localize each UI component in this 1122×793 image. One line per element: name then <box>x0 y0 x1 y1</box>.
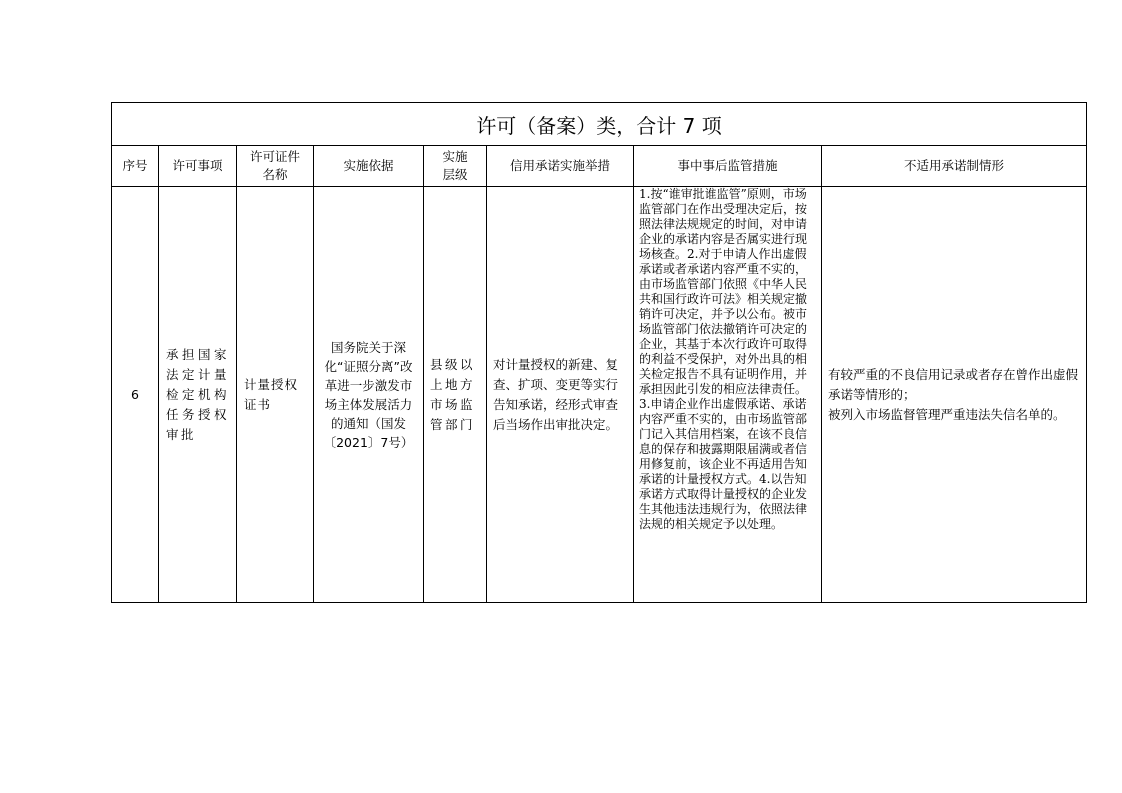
cell-item: 承担国家法定计量检定机构任务授权审批 <box>159 187 237 603</box>
header-credit: 信用承诺实施举措 <box>487 146 634 187</box>
header-cert-line1: 许可证件 <box>249 149 300 164</box>
header-level-line1: 实施 <box>442 149 468 164</box>
cell-cert: 计量授权证书 <box>237 187 314 603</box>
table-row <box>112 187 1087 603</box>
header-exclusion: 不适用承诺制情形 <box>822 146 1087 187</box>
header-cert <box>237 146 314 187</box>
header-basis: 实施依据 <box>314 146 424 187</box>
cell-seq: 6 <box>112 187 159 603</box>
cell-exclusion <box>822 187 1087 603</box>
supervision-text: 1.按“谁审批谁监管”原则，市场监管部门在作出受理决定后，按照法律法规规定的时间，对申请企业的承诺内容是否属实进行现场核查。2.对于申请人作出虚假承诺或者承诺内容严重不实的，由市场监管部门依照《中华人民共和国行政许可法》相关规定撤销许可决定，并予以公布。被市场监管部门依法撤销许可决定的企业，其基于本次行政许可取得的利益不受保护，对外出具的相关检定报告不具有证明作用，并承担因此引发的相应法律责任。3.申请企业作出虚假承诺、承诺内容严重不实的，由市场监管部门记入其信用档案，在该不良信息的保存和披露期限届满或者信用修复前，该企业不再适用告知承诺的计量授权方式。4.以告知承诺方式取得计量授权的企业发生其他违法违规行为，依照法律法规的相关规定予以处理。 <box>639 187 808 531</box>
header-level <box>424 146 487 187</box>
header-seq: 序号 <box>112 146 159 187</box>
header-cert-line2: 名称 <box>262 167 288 182</box>
header-row <box>112 146 1087 187</box>
cell-supervision <box>634 187 822 603</box>
permit-table <box>111 102 1087 603</box>
header-supervision: 事中事后监管措施 <box>634 146 822 187</box>
table-title: 许可（备案）类，合计 7 项 <box>112 103 1087 146</box>
cell-level: 县级以上地方市场监管部门 <box>424 187 487 603</box>
cell-credit: 对计量授权的新建、复查、扩项、变更等实行告知承诺，经形式审查后当场作出审批决定。 <box>487 187 634 603</box>
header-level-line2: 层级 <box>442 167 468 182</box>
exclusion-item-2: 被列入市场监督管理严重违法失信名单的。 <box>828 406 1066 422</box>
header-item: 许可事项 <box>159 146 237 187</box>
exclusion-item-1: 有较严重的不良信用记录或者存在曾作出虚假承诺等情形的； <box>828 366 1079 402</box>
cell-basis: 国务院关于深化“证照分离”改革进一步激发市场主体发展活力的通知（国发〔2021〕7号） <box>314 187 424 603</box>
